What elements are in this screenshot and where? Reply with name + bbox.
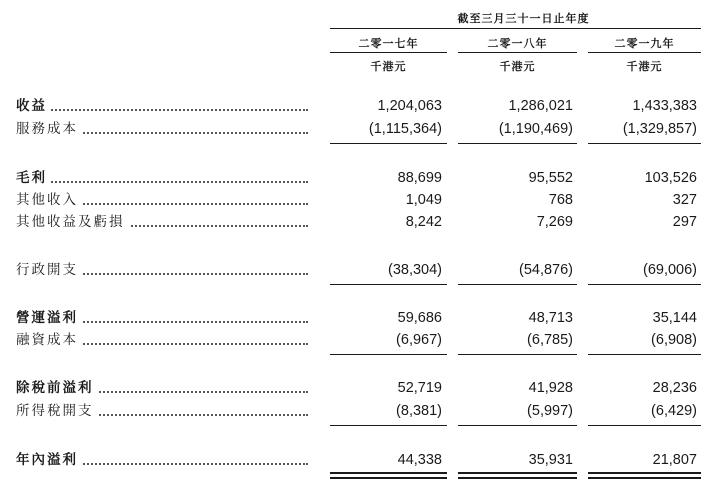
value-cell: (6,785) [527,332,573,348]
subtotal-rule [458,354,577,355]
value-cell: 35,144 [652,310,697,326]
leader-dots [16,181,308,183]
value-cell: (1,329,857) [622,121,697,137]
value-cell: 1,049 [405,192,442,208]
value-cell: (6,908) [651,332,697,348]
value-cell: 768 [548,192,573,208]
value-cell: 297 [672,214,697,230]
value-cell: (5,997) [527,403,573,419]
row-label-text: 年內溢利 [16,450,82,470]
value-cell: 7,269 [536,214,573,230]
year-header-2017: 二零一七年 [358,37,419,50]
value-cell: 28,236 [652,380,697,396]
value-cell: 1,204,063 [377,98,442,114]
value-cell: (38,304) [387,262,442,278]
row-label [16,168,308,188]
year-header-rule [458,52,577,53]
value-cell: 48,713 [528,310,573,326]
value-cell: (1,115,364) [368,121,442,137]
row-label [16,212,308,232]
subtotal-rule [588,354,701,355]
value-cell: 21,807 [652,452,697,468]
row-label-text: 收益 [16,96,51,116]
subtotal-rule [588,284,701,285]
value-cell: 44,338 [397,452,442,468]
subtotal-rule [330,284,447,285]
row-label-text: 服務成本 [16,119,82,139]
unit-header: 千港元 [626,60,663,73]
row-label [16,308,308,328]
value-cell: 95,552 [528,170,573,186]
value-cell: 52,719 [397,380,442,396]
value-cell: 1,433,383 [632,98,697,114]
subtotal-rule [588,143,701,144]
total-double-rule [458,472,577,474]
value-cell: 88,699 [397,170,442,186]
row-label-text: 其他收益及虧損 [16,212,129,232]
row-label-text: 所得稅開支 [16,401,98,421]
row-label-text: 營運溢利 [16,308,82,328]
row-label [16,450,308,470]
value-cell: (54,876) [518,262,573,278]
year-header-2019: 二零一九年 [614,37,675,50]
value-cell: 8,242 [405,214,442,230]
year-header-rule [330,52,447,53]
unit-header: 千港元 [370,60,407,73]
total-double-rule [588,472,701,474]
subtotal-rule [458,425,577,426]
subtotal-rule [330,143,447,144]
value-cell: 103,526 [644,170,697,186]
subtotal-rule [458,284,577,285]
subtotal-rule [330,354,447,355]
total-double-rule [588,477,701,479]
value-cell: (6,967) [396,332,442,348]
subtotal-rule [330,425,447,426]
value-cell: (1,190,469) [498,121,573,137]
row-label-text: 除稅前溢利 [16,378,98,398]
unit-header: 千港元 [499,60,536,73]
value-cell: (6,429) [651,403,697,419]
total-double-rule [330,472,447,474]
row-label [16,190,308,210]
subtotal-rule [458,143,577,144]
row-label-text: 融資成本 [16,330,82,350]
row-label-text: 毛利 [16,168,51,188]
row-label-text: 行政開支 [16,260,82,280]
value-cell: (69,006) [642,262,697,278]
total-double-rule [458,477,577,479]
period-title: 截至三月三十一日止年度 [457,12,590,25]
row-label [16,378,308,398]
row-label [16,96,308,116]
value-cell: (8,381) [396,403,442,419]
year-header-rule [588,52,701,53]
leader-dots [16,109,308,111]
row-label [16,260,308,280]
value-cell: 327 [672,192,697,208]
total-double-rule [330,477,447,479]
row-label [16,119,308,139]
row-label [16,330,308,350]
period-title-rule [330,28,701,29]
value-cell: 41,928 [528,380,573,396]
row-label-text: 其他收入 [16,190,82,210]
value-cell: 1,286,021 [508,98,573,114]
value-cell: 59,686 [397,310,442,326]
value-cell: 35,931 [528,452,573,468]
year-header-2018: 二零一八年 [487,37,548,50]
row-label [16,401,308,421]
subtotal-rule [588,425,701,426]
